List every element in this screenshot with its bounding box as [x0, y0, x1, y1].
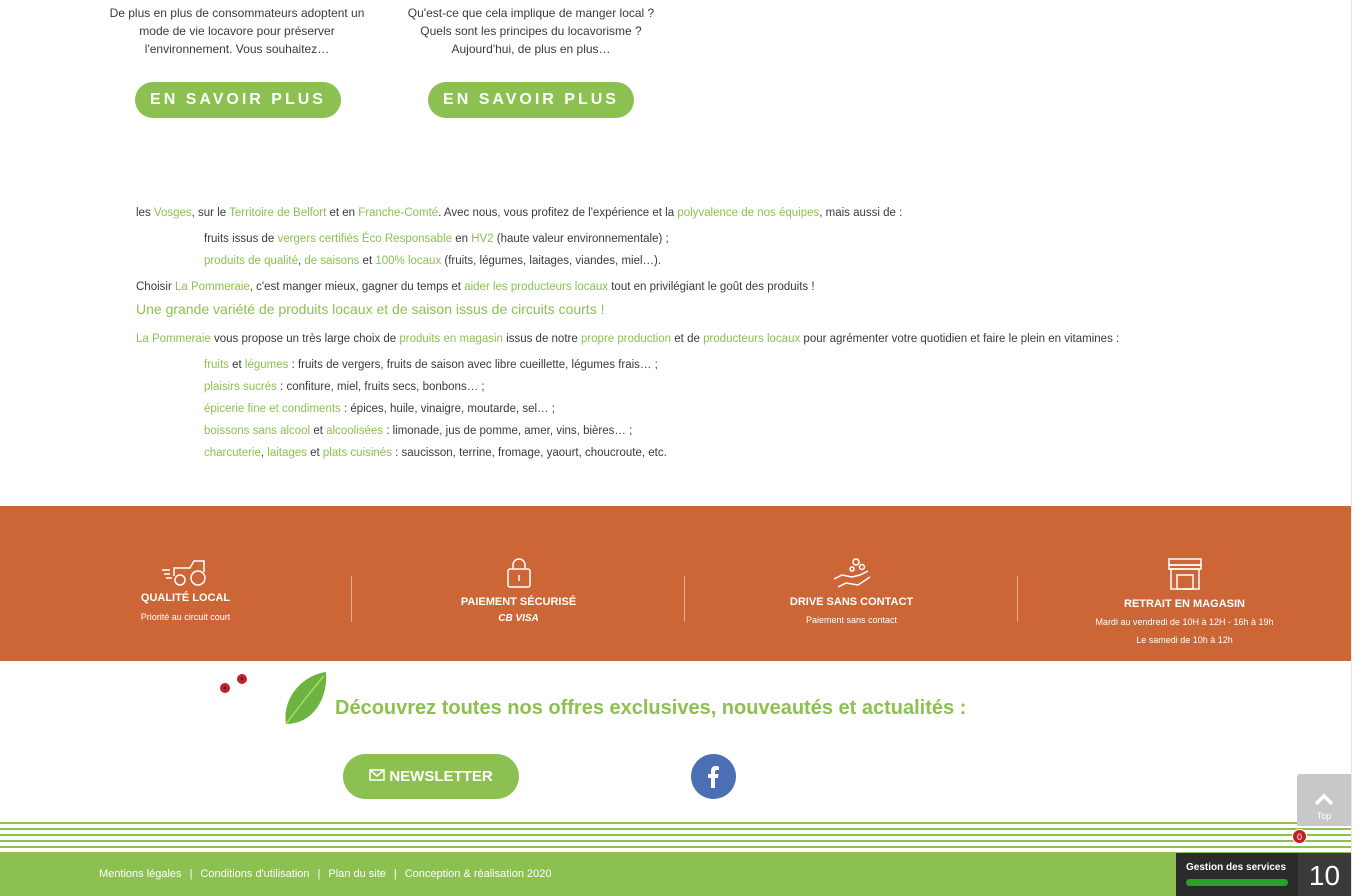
- link-polyvalence[interactable]: polyvalence de nos équipes: [677, 207, 820, 219]
- article-excerpt: De plus en plus de consommateurs adoptent un mode de vie locavore pour préserver l'environnement. Vous souhaitez…: [109, 6, 365, 56]
- services-count: 10: [1298, 853, 1351, 896]
- footer-link-conditions[interactable]: Conditions d'utilisation: [200, 868, 310, 880]
- text: , mais aussi de :: [819, 207, 903, 219]
- text: pour agrémenter votre quotidien et faire le plein en vitamines :: [800, 333, 1120, 345]
- link-legumes[interactable]: légumes: [244, 359, 289, 371]
- link-hv2[interactable]: HV2: [471, 233, 494, 245]
- scroll-top-button[interactable]: [1297, 774, 1351, 826]
- text: : confiture, miel, fruits secs, bonbons… ;: [276, 381, 485, 393]
- advantages-list: [204, 230, 1156, 270]
- tractor-icon: [160, 558, 212, 586]
- lock-icon: [505, 557, 533, 589]
- article-card-2: [391, 0, 671, 58]
- list-item: [204, 444, 1156, 462]
- list-item: [204, 378, 1156, 396]
- link-franche-comte[interactable]: Franche-Comté: [358, 207, 439, 219]
- footer-stripes: [0, 822, 1351, 854]
- feature-subtitle: Le samedi de 10h à 12h: [1136, 635, 1233, 645]
- link-boissons[interactable]: boissons sans alcool: [204, 425, 311, 437]
- text: et: [306, 447, 323, 459]
- newsletter-button-label: NEWSLETTER: [389, 768, 493, 785]
- list-item: [204, 230, 1156, 248]
- feature-pickup: [1018, 506, 1351, 661]
- link-produits-magasin[interactable]: produits en magasin: [399, 333, 503, 345]
- text: : limonade, jus de pomme, amer, vins, bières… ;: [383, 425, 633, 437]
- text: et en: [326, 207, 359, 219]
- link-epicerie[interactable]: épicerie fine et condiments: [204, 403, 341, 415]
- footer: [0, 854, 1351, 896]
- separator: |: [189, 868, 193, 880]
- intro-paragraph: [136, 204, 1156, 222]
- text: . Avec nous, vous profitez de l'expérience et la: [438, 207, 678, 219]
- text: vous propose un très large choix de: [210, 333, 400, 345]
- text: et de: [671, 333, 704, 345]
- text: issus de notre: [502, 333, 581, 345]
- feature-subtitle: Mardi au vendredi de 10H à 12H - 16h à 19h: [1095, 617, 1274, 627]
- link-plaisirs-sucres[interactable]: plaisirs sucrés: [204, 381, 277, 393]
- feature-subtitle: Priorité au circuit court: [140, 612, 231, 622]
- text: : fruits de vergers, fruits de saison avec libre cueillette, légumes frais… ;: [288, 359, 658, 371]
- text: : épices, huile, vinaigre, moutarde, sel… ;: [340, 403, 555, 415]
- link-producteurs[interactable]: aider les producteurs locaux: [464, 281, 609, 293]
- text: en: [452, 233, 472, 245]
- content-section: [136, 204, 1156, 470]
- link-producteurs-locaux[interactable]: producteurs locaux: [703, 333, 801, 345]
- newsletter-title: Découvrez toutes nos offres exclusives, nouveautés et actualités :: [335, 697, 967, 719]
- text: , sur le: [191, 207, 230, 219]
- list-item: [204, 356, 1156, 374]
- footer-links: [99, 868, 552, 880]
- services-label: Gestion des services: [1186, 862, 1287, 873]
- read-more-button[interactable]: EN SAVOIR PLUS: [428, 82, 634, 118]
- ladybug-icon: [216, 672, 256, 696]
- choose-paragraph: [136, 278, 1156, 296]
- read-more-button[interactable]: EN SAVOIR PLUS: [135, 82, 341, 118]
- feature-drive: [685, 506, 1018, 661]
- list-item: [204, 252, 1156, 270]
- footer-link-credits[interactable]: Conception & réalisation 2020: [404, 868, 552, 880]
- link-fruits[interactable]: fruits: [204, 359, 229, 371]
- feature-quality: [19, 506, 352, 661]
- article-card-1: [97, 0, 377, 58]
- text: et: [228, 359, 245, 371]
- facebook-icon: [707, 766, 719, 788]
- chevron-up-icon: [1314, 792, 1334, 806]
- link-plats-cuisines[interactable]: plats cuisinés: [322, 447, 392, 459]
- notification-badge: 0: [1292, 829, 1307, 844]
- link-saisons[interactable]: de saisons: [304, 255, 360, 267]
- footer-link-mentions[interactable]: Mentions légales: [99, 868, 182, 880]
- link-belfort[interactable]: Territoire de Belfort: [229, 207, 327, 219]
- list-item: [204, 400, 1156, 418]
- card-logos: CB VISA: [498, 613, 539, 624]
- services-status-bar: [1186, 879, 1288, 886]
- feature-title: DRIVE SANS CONTACT: [789, 596, 914, 608]
- text: : saucisson, terrine, fromage, yaourt, choucroute, etc.: [391, 447, 667, 459]
- scroll-top-label: Top: [1316, 811, 1332, 821]
- store-icon: [1167, 557, 1203, 591]
- feature-title: PAIEMENT SÉCURISÉ: [460, 596, 577, 608]
- leaf-icon: [280, 670, 330, 730]
- list-item: [204, 422, 1156, 440]
- feature-title: QUALITÉ LOCAL: [140, 592, 231, 604]
- footer-link-sitemap[interactable]: Plan du site: [328, 868, 386, 880]
- text: tout en privilégiant le goût des produits !: [608, 281, 815, 293]
- text: fruits issus de: [204, 233, 278, 245]
- text: ,: [297, 255, 305, 267]
- link-pommeraie[interactable]: La Pommeraie: [136, 333, 211, 345]
- link-vergers[interactable]: vergers certifiés Éco Responsable: [277, 233, 452, 245]
- article-excerpt: Qu'est-ce que cela implique de manger local ? Quels sont les principes du locavorisme ? Aujourd'hui, de plus en plus…: [407, 6, 655, 56]
- text: et: [359, 255, 376, 267]
- link-locaux[interactable]: 100% locaux: [375, 255, 442, 267]
- link-pommeraie[interactable]: La Pommeraie: [174, 281, 250, 293]
- newsletter-button[interactable]: [343, 754, 519, 799]
- separator: |: [393, 868, 397, 880]
- hand-coins-icon: [832, 557, 872, 589]
- services-manager-button[interactable]: [1176, 853, 1298, 896]
- envelope-icon: [369, 754, 385, 799]
- text: Choisir: [136, 281, 175, 293]
- link-laitages[interactable]: laitages: [267, 447, 307, 459]
- feature-title: RETRAIT EN MAGASIN: [1124, 598, 1245, 610]
- offer-paragraph: [136, 330, 1156, 348]
- separator: |: [317, 868, 321, 880]
- products-list: [204, 356, 1156, 462]
- link-charcuterie[interactable]: charcuterie: [204, 447, 261, 459]
- link-propre-production[interactable]: propre production: [580, 333, 672, 345]
- text: ,: [260, 447, 268, 459]
- text: , c'est manger mieux, gagner du temps et: [249, 281, 465, 293]
- text: les: [136, 207, 154, 219]
- features-band: [0, 506, 1351, 661]
- text: et: [310, 425, 327, 437]
- link-vosges[interactable]: Vosges: [153, 207, 192, 219]
- section-heading: Une grande variété de produits locaux et de saison issus de circuits courts !: [136, 301, 605, 317]
- feature-subtitle: Paiement sans contact: [805, 615, 898, 625]
- page-edge: [1351, 0, 1356, 896]
- link-alcoolisees[interactable]: alcoolisées: [326, 425, 384, 437]
- link-qualite[interactable]: produits de qualité: [204, 255, 298, 267]
- feature-payment: [352, 506, 685, 661]
- facebook-button[interactable]: [691, 754, 736, 799]
- text: (fruits, légumes, laitages, viandes, miel…).: [441, 255, 662, 267]
- text: (haute valeur environnementale) ;: [493, 233, 669, 245]
